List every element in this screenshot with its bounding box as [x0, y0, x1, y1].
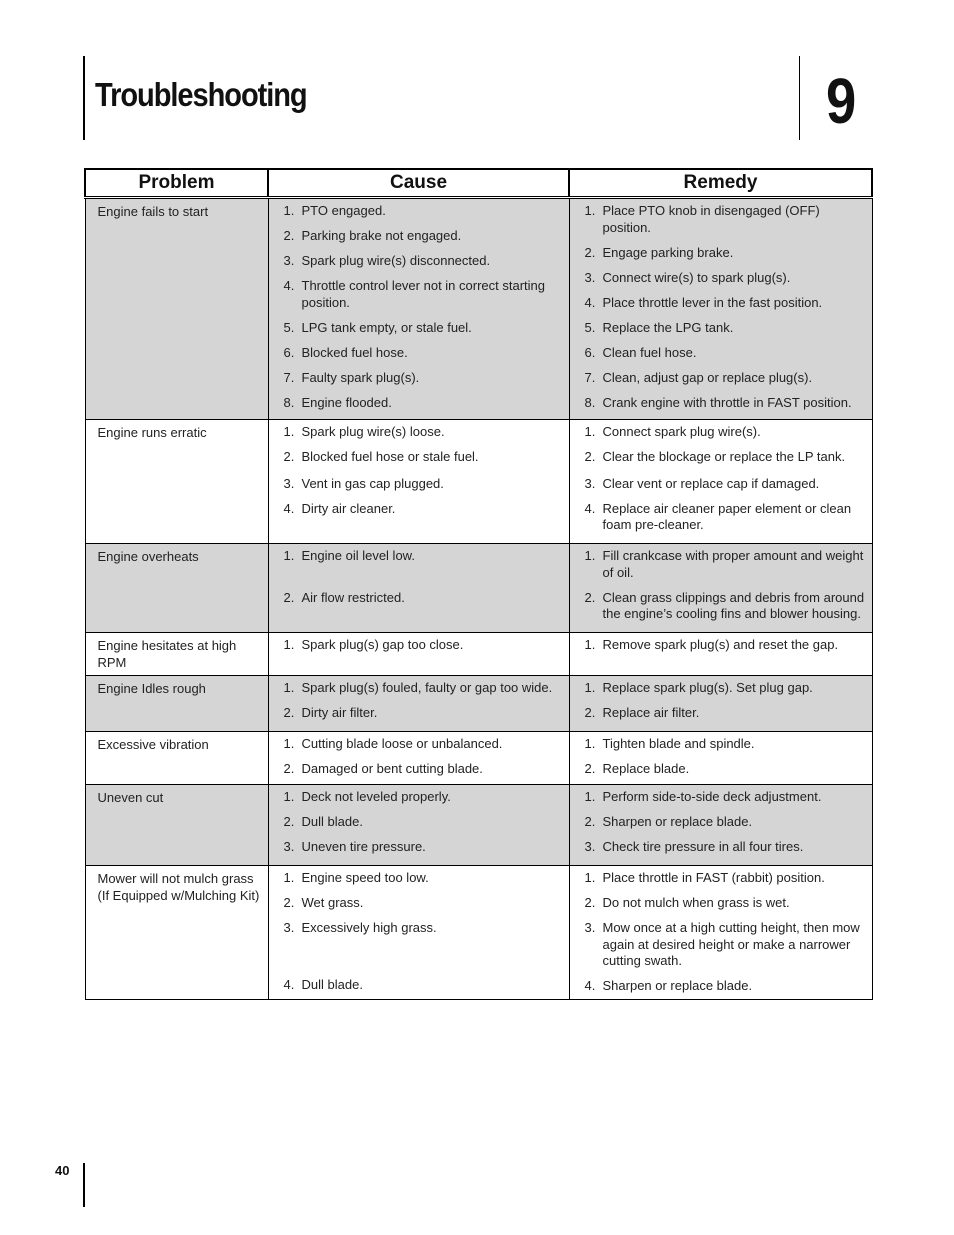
table-row: [85, 676, 872, 732]
remedy-item: [570, 548, 867, 581]
remedy-cell: [569, 732, 872, 785]
remedy-item-number: 3.: [584, 475, 596, 491]
cause-item-number: 1.: [283, 680, 295, 695]
remedy-item-number: 4.: [584, 978, 596, 993]
remedy-item: [570, 736, 867, 753]
remedy-list: [570, 870, 867, 995]
table-header-row: [85, 169, 872, 198]
cause-item-number: 2.: [283, 705, 295, 720]
remedy-item-text: Replace spark plug(s). Set plug gap.: [602, 680, 813, 695]
troubleshooting-table: [84, 168, 873, 1000]
remedy-item: [570, 320, 867, 337]
problem-cell: Uneven cut: [85, 785, 268, 866]
problem-cell: Engine hesitates at high RPM: [85, 633, 268, 676]
remedy-item-text: Sharpen or replace blade.: [602, 814, 753, 829]
cause-item: [269, 370, 564, 387]
remedy-item-text: Replace blade.: [602, 761, 690, 776]
remedy-list: [570, 789, 867, 856]
cause-item-text: Dull blade.: [301, 814, 363, 829]
cause-item-text: Vent in gas cap plugged.: [301, 475, 444, 491]
title-left-rule: [83, 56, 85, 140]
problem-cell: Mower will not mulch grass (If Equipped w/Mulching Kit): [85, 866, 268, 1000]
remedy-cell: [569, 676, 872, 732]
remedy-item-number: 6.: [584, 344, 596, 360]
remedy-item: [570, 839, 867, 856]
column-header-problem: Problem: [85, 169, 268, 198]
remedy-item-text: Clean, adjust gap or replace plug(s).: [602, 369, 813, 385]
remedy-item-text: Clear vent or replace cap if damaged.: [602, 475, 820, 491]
cause-item-number: 3.: [283, 253, 295, 268]
remedy-item-number: 2.: [584, 895, 596, 910]
cause-item-text: Air flow restricted.: [301, 589, 405, 605]
remedy-item-number: 2.: [584, 761, 596, 776]
remedy-item-number: 3.: [584, 920, 596, 935]
remedy-item-text: Crank engine with throttle in FAST position.: [602, 394, 852, 410]
remedy-item-text: Perform side-to-side deck adjustment.: [602, 789, 822, 804]
table-body: [85, 198, 872, 1000]
remedy-item: [570, 395, 867, 412]
cause-item-text: Blocked fuel hose or stale fuel.: [301, 449, 479, 464]
cause-item-text: Engine speed too low.: [301, 870, 429, 885]
remedy-cell: [569, 420, 872, 544]
remedy-item-number: 1.: [584, 424, 596, 439]
cause-item: [269, 761, 564, 778]
cause-item-text: Damaged or bent cutting blade.: [301, 761, 483, 776]
cause-item-text: Uneven tire pressure.: [301, 839, 426, 854]
remedy-item: [570, 370, 867, 387]
remedy-list: [570, 424, 867, 534]
remedy-item-number: 1.: [584, 789, 596, 804]
cause-item-text: Wet grass.: [301, 895, 364, 910]
remedy-item: [570, 680, 867, 697]
cause-list: [269, 424, 564, 517]
cause-item-number: 2.: [283, 589, 295, 605]
remedy-item-text: Mow once at a high cutting height, then mow again at desired height or make a narrower cutting swath.: [602, 920, 860, 968]
problem-cell: Engine Idles rough: [85, 676, 268, 732]
remedy-item-number: 3.: [584, 269, 596, 285]
cause-item: [269, 548, 564, 565]
cause-item-number: 2.: [283, 814, 295, 829]
cause-item-text: LPG tank empty, or stale fuel.: [301, 319, 472, 335]
remedy-item: [570, 245, 867, 262]
cause-cell: [268, 198, 569, 420]
remedy-item: [570, 978, 867, 995]
remedy-item-number: 1.: [584, 637, 596, 652]
remedy-item-text: Place throttle lever in the fast position.: [602, 294, 823, 310]
remedy-item-text: Tighten blade and spindle.: [602, 736, 755, 751]
chapter-number: 9: [826, 65, 857, 137]
problem-cell: Engine fails to start: [85, 198, 268, 420]
table-row: [85, 420, 872, 544]
cause-item-number: 3.: [283, 839, 295, 854]
remedy-item-text: Engage parking brake.: [602, 244, 734, 260]
cause-item-number: 3.: [283, 475, 295, 491]
cause-item: [269, 395, 564, 412]
remedy-item: [570, 345, 867, 362]
remedy-item-number: 2.: [584, 244, 596, 260]
remedy-item-text: Replace the LPG tank.: [602, 319, 734, 335]
cause-item-number: 3.: [283, 920, 295, 935]
remedy-list: [570, 736, 867, 778]
cause-item-number: 6.: [283, 344, 295, 360]
remedy-item-text: Fill crankcase with proper amount and weight of oil.: [602, 548, 864, 580]
cause-list: [269, 203, 564, 411]
cause-item-number: 7.: [283, 369, 295, 385]
problem-cell: Engine overheats: [85, 544, 268, 633]
cause-list: [269, 870, 564, 993]
cause-cell: [268, 676, 569, 732]
remedy-cell: [569, 785, 872, 866]
cause-item-text: Dull blade.: [301, 976, 363, 992]
cause-item-text: Deck not leveled properly.: [301, 789, 451, 804]
cause-item-number: 1.: [283, 870, 295, 885]
cause-item-number: 2.: [283, 895, 295, 910]
remedy-item-text: Clear the blockage or replace the LP tank.: [602, 449, 846, 464]
cause-item-number: 4.: [283, 976, 295, 992]
remedy-list: [570, 203, 867, 411]
remedy-cell: [569, 633, 872, 676]
cause-item: [269, 253, 564, 270]
cause-item-text: Spark plug(s) fouled, faulty or gap too wide.: [301, 680, 553, 695]
remedy-list: [570, 637, 867, 654]
remedy-item: [570, 637, 867, 654]
cause-item-number: 2.: [283, 228, 295, 243]
cause-list: [269, 789, 564, 856]
page-number: 40: [55, 1163, 70, 1178]
table-row: [85, 866, 872, 1000]
column-header-remedy: Remedy: [569, 169, 872, 198]
remedy-cell: [569, 544, 872, 633]
cause-item-number: 1.: [283, 736, 295, 751]
cause-item: [269, 278, 564, 311]
remedy-item: [570, 501, 867, 534]
cause-cell: [268, 785, 569, 866]
table-row: [85, 732, 872, 785]
remedy-item: [570, 295, 867, 312]
cause-item-number: 1.: [283, 424, 295, 439]
cause-item: [269, 977, 564, 994]
remedy-item: [570, 814, 867, 831]
cause-item: [269, 424, 564, 441]
remedy-item-text: Replace air filter.: [602, 705, 700, 720]
cause-item-number: 1.: [283, 548, 295, 563]
table-row: [85, 785, 872, 866]
remedy-item: [570, 789, 867, 806]
remedy-item-number: 1.: [584, 548, 596, 563]
remedy-item-text: Place throttle in FAST (rabbit) position.: [602, 870, 825, 885]
remedy-item: [570, 476, 867, 493]
cause-item-text: Engine flooded.: [301, 394, 392, 410]
remedy-item: [570, 705, 867, 722]
cause-item: [269, 228, 564, 245]
remedy-item-text: Remove spark plug(s) and reset the gap.: [602, 637, 839, 652]
cause-list: [269, 680, 564, 722]
cause-item-text: Engine oil level low.: [301, 548, 415, 563]
cause-item: [269, 839, 564, 856]
cause-cell: [268, 866, 569, 1000]
remedy-item-number: 7.: [584, 369, 596, 385]
cause-item-text: Spark plug(s) gap too close.: [301, 637, 464, 652]
remedy-item-number: 1.: [584, 680, 596, 695]
remedy-item-number: 2.: [584, 449, 596, 464]
remedy-item: [570, 590, 867, 623]
cause-cell: [268, 732, 569, 785]
cause-item-number: 4.: [283, 500, 295, 516]
cause-cell: [268, 420, 569, 544]
problem-cell: Engine runs erratic: [85, 420, 268, 544]
cause-item: [269, 920, 564, 937]
cause-item: [269, 345, 564, 362]
remedy-item-number: 2.: [584, 705, 596, 720]
remedy-item: [570, 203, 867, 236]
remedy-item: [570, 895, 867, 912]
remedy-item-number: 8.: [584, 394, 596, 410]
remedy-item-text: Check tire pressure in all four tires.: [602, 839, 804, 854]
remedy-item-number: 1.: [584, 203, 596, 218]
cause-list: [269, 637, 564, 654]
table-row: [85, 544, 872, 633]
cause-item-text: Blocked fuel hose.: [301, 344, 408, 360]
remedy-item-text: Place PTO knob in disengaged (OFF) position.: [602, 203, 820, 235]
cause-cell: [268, 633, 569, 676]
remedy-item-text: Do not mulch when grass is wet.: [602, 895, 790, 910]
remedy-item-number: 1.: [584, 736, 596, 751]
remedy-item-text: Sharpen or replace blade.: [602, 978, 753, 993]
cause-list: [269, 548, 564, 606]
cause-item: [269, 814, 564, 831]
cause-item: [269, 501, 564, 518]
cause-item: [269, 203, 564, 220]
remedy-item-text: Connect wire(s) to spark plug(s).: [602, 269, 791, 285]
remedy-item-text: Clean fuel hose.: [602, 344, 697, 360]
remedy-cell: [569, 866, 872, 1000]
table-row: [85, 633, 872, 676]
remedy-item: [570, 761, 867, 778]
table-row: [85, 198, 872, 420]
cause-item-number: 2.: [283, 449, 295, 464]
page-title: Troubleshooting: [95, 76, 307, 113]
cause-item: [269, 449, 564, 466]
remedy-item: [570, 270, 867, 287]
cause-item-text: Spark plug wire(s) loose.: [301, 424, 445, 439]
cause-item-text: Cutting blade loose or unbalanced.: [301, 736, 503, 751]
cause-item: [269, 590, 564, 607]
cause-item-text: Throttle control lever not in correct starting position.: [301, 278, 545, 310]
cause-item-text: Spark plug wire(s) disconnected.: [301, 253, 491, 268]
remedy-cell: [569, 198, 872, 420]
cause-item: [269, 895, 564, 912]
remedy-item-text: Replace air cleaner paper element or clean foam pre-cleaner.: [602, 500, 852, 532]
cause-item: [269, 870, 564, 887]
cause-item-text: Dirty air cleaner.: [301, 500, 396, 516]
remedy-item-number: 5.: [584, 319, 596, 335]
cause-item-number: 2.: [283, 761, 295, 776]
remedy-list: [570, 548, 867, 623]
remedy-item-number: 3.: [584, 839, 596, 854]
cause-item-text: Dirty air filter.: [301, 705, 378, 720]
remedy-item-text: Clean grass clippings and debris from around the engine’s cooling fins and blower housing.: [602, 589, 865, 621]
problem-cell: Excessive vibration: [85, 732, 268, 785]
cause-item-number: 5.: [283, 319, 295, 335]
cause-item: [269, 705, 564, 722]
remedy-item-number: 2.: [584, 814, 596, 829]
remedy-item-number: 4.: [584, 294, 596, 310]
remedy-item-number: 1.: [584, 870, 596, 885]
cause-item-number: 8.: [283, 394, 295, 410]
remedy-item-number: 2.: [584, 589, 596, 605]
remedy-item-text: Connect spark plug wire(s).: [602, 424, 761, 439]
cause-item: [269, 637, 564, 654]
footer-rule: [83, 1163, 85, 1207]
remedy-item: [570, 920, 867, 970]
cause-item-number: 1.: [283, 637, 295, 652]
cause-item-text: Excessively high grass.: [301, 920, 437, 935]
cause-item: [269, 789, 564, 806]
remedy-item: [570, 424, 867, 441]
remedy-list: [570, 680, 867, 722]
cause-item-text: Faulty spark plug(s).: [301, 369, 420, 385]
cause-item: [269, 736, 564, 753]
cause-list: [269, 736, 564, 778]
cause-item-text: PTO engaged.: [301, 203, 386, 218]
chapter-rule: [799, 56, 800, 140]
remedy-item-number: 4.: [584, 500, 596, 516]
remedy-item: [570, 870, 867, 887]
cause-cell: [268, 544, 569, 633]
cause-item: [269, 680, 564, 697]
column-header-cause: Cause: [268, 169, 569, 198]
cause-item-text: Parking brake not engaged.: [301, 228, 462, 243]
remedy-item: [570, 449, 867, 466]
cause-item-number: 4.: [283, 278, 295, 293]
cause-item: [269, 476, 564, 493]
cause-item: [269, 320, 564, 337]
cause-item-number: 1.: [283, 789, 295, 804]
cause-item-number: 1.: [283, 203, 295, 218]
